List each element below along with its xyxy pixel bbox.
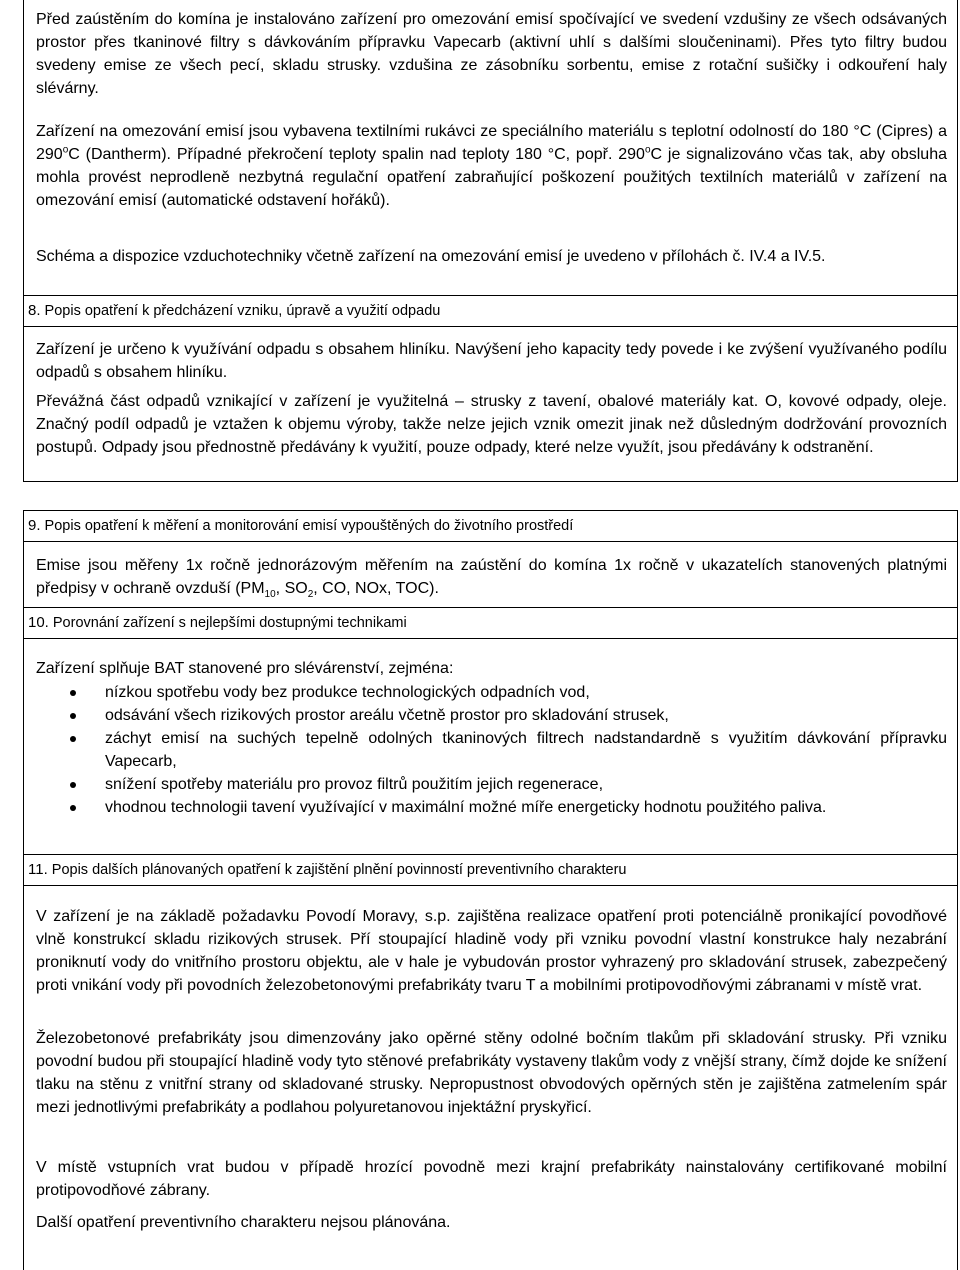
bullet-icon [70, 782, 76, 788]
intro-paragraph-2: Zařízení na omezování emisí jsou vybavena textilními rukávci ze speciálního materiálu s teplotní odolností do 180 °C (Cipres) a 290$^o$C (Dantherm). Případné překročení teploty spalin nad teploty 180 °C, popř. 290$^o$C je signalizováno včas tak, aby obsluha mohla provést neprodleně nezbytná regulační opatření zabraňující poškození použitých textilních materiálů v zařízení na omezování emisí (automatické odstavení hořáků). [36, 123, 948, 209]
bullet-icon [70, 690, 76, 696]
section-10-number: 10. [28, 614, 49, 631]
section-10-intro: Zařízení splňuje BAT stanovené pro slévárenství, zejména: [36, 660, 454, 677]
bullet-icon [70, 805, 76, 811]
section-11-title: Popis dalších plánovaných opatření k zajištění plnění povinností preventivního charakteru [51, 862, 627, 878]
section-9-paragraph: Emise jsou měřeny 1x ročně jednorázovým měřením na zaústění do komína 1x ročně v ukazatelích stanovených platnými předpisy v ochraně ovzduší ($PM_{10}$, $SO_2$, CO, NOx, TOC). [36, 557, 947, 601]
section-11-paragraph-3: V místě vstupních vrat budou v případě hrozící povodně mezi krajní prefabrikáty nainstalovány certifikované mobilní protipovodňové zábrany. [36, 1159, 947, 1199]
section-11-heading [24, 854, 957, 886]
lower-section-box [23, 510, 958, 1270]
bat-list [24, 681, 947, 819]
section-10-title: Porovnání zařízení s nejlepšími dostupnými technikami [52, 615, 407, 631]
list-item: snížení spotřeby materiálu pro provoz filtrů použitím jejich regenerace, [24, 773, 947, 796]
intro-paragraph-1: Před zaústěním do komína je instalováno zařízení pro omezování emisí spočívající ve svedení vzdušiny ze všech odsávaných prostor přes tkaninové filtry s dávkováním přípravku Vapecarb (aktivní uhlí s dalšími sloučeninami). Přes tyto filtry budou svedeny emise ze všech pecí, skladu strusky. vzdušina ze zásobníku sorbentu, emise z rotační sušičky i odkouření haly slévárny. [36, 11, 947, 97]
section-11-paragraph-4: Další opatření preventivního charakteru nejsou plánována. [36, 1214, 451, 1231]
section-9-number: 9. [28, 517, 41, 534]
list-item: záchyt emisí na suchých tepelně odolných tkaninových filtrech nadstandardně s využitím dávkování přípravku Vapecarb, [24, 727, 947, 773]
list-item: vhodnou technologii tavení využívající v maximální možné míře energeticky hodnotu použitého paliva. [24, 796, 947, 819]
list-item: odsávání všech rizikových prostor areálu včetně prostor pro skladování strusek, [24, 704, 947, 727]
bullet-icon [70, 713, 76, 719]
section-8-title: Popis opatření k předcházení vzniku, úpravě a využití odpadu [44, 303, 441, 319]
section-9-title: Popis opatření k měření a monitorování emisí vypouštěných do životního prostředí [44, 518, 574, 534]
upper-section-box [23, 0, 958, 482]
section-8-paragraph-2: Převážná část odpadů vznikající v zařízení je využitelná – strusky z tavení, obalové materiály kat. O, kovové odpady, oleje. Značný podíl odpadů je vztažen k objemu výroby, takže nelze jejich vznik omezit jinak než důsledným dodržování provozních postupů. Odpady jsou přednostně předávány k využití, pouze odpady, které nelze využít, jsou předávány k odstranění. [36, 393, 947, 456]
bullet-icon [70, 736, 76, 742]
section-8-paragraph-1: Zařízení je určeno k využívání odpadu s obsahem hliníku. Navýšení jeho kapacity tedy povede i ke zvýšení využívaného podílu odpadů s obsahem hliníku. [36, 341, 947, 381]
section-11-paragraph-2: Železobetonové prefabrikáty jsou dimenzovány jako opěrné stěny odolné bočním tlakům při skladování strusky. Při vzniku povodní budou při stoupající hladině vody tyto stěnové prefabrikáty vystaveny tlakům vody z vnější strany, čímž dojde ke snížení tlaku na stěnu z vnitřní strany od skladované strusky. Nepropustnost obvodových opěrných stěn je zajištěna zatmelením spár mezi jednotlivými prefabrikáty a podlahou polyuretanovou injektážní pryskyřicí. [36, 1030, 947, 1116]
intro-paragraph-3: Schéma a dispozice vzduchotechniky včetně zařízení na omezování emisí je uvedeno v přílohách č. IV.4 a IV.5. [36, 248, 826, 265]
section-11-number: 11. [28, 861, 48, 878]
section-11-paragraph-1: V zařízení je na základě požadavku Povodí Moravy, s.p. zajištěna realizace opatření proti potenciálně pronikající povodňové vlně konstrukcí skladu rizikových strusek. Pří stoupající hladině vody při vzniku povodní vlastní konstrukce haly nezabrání proniknutí vody do vnitřního prostoru objektu, ale v hale je vybudován prostor vyhrazený pro skladování strusek, zabezpečený proti vnikání vody při povodních železobetonovými prefabrikáty tvaru T a mobilními protipovodňovými zábranami v místě vrat. [36, 908, 947, 994]
section-8-heading [24, 295, 957, 327]
section-10-heading [24, 607, 957, 639]
section-9-heading [24, 511, 957, 542]
list-item: nízkou spotřebu vody bez produkce technologických odpadních vod, [24, 681, 947, 704]
section-8-number: 8. [28, 302, 41, 319]
